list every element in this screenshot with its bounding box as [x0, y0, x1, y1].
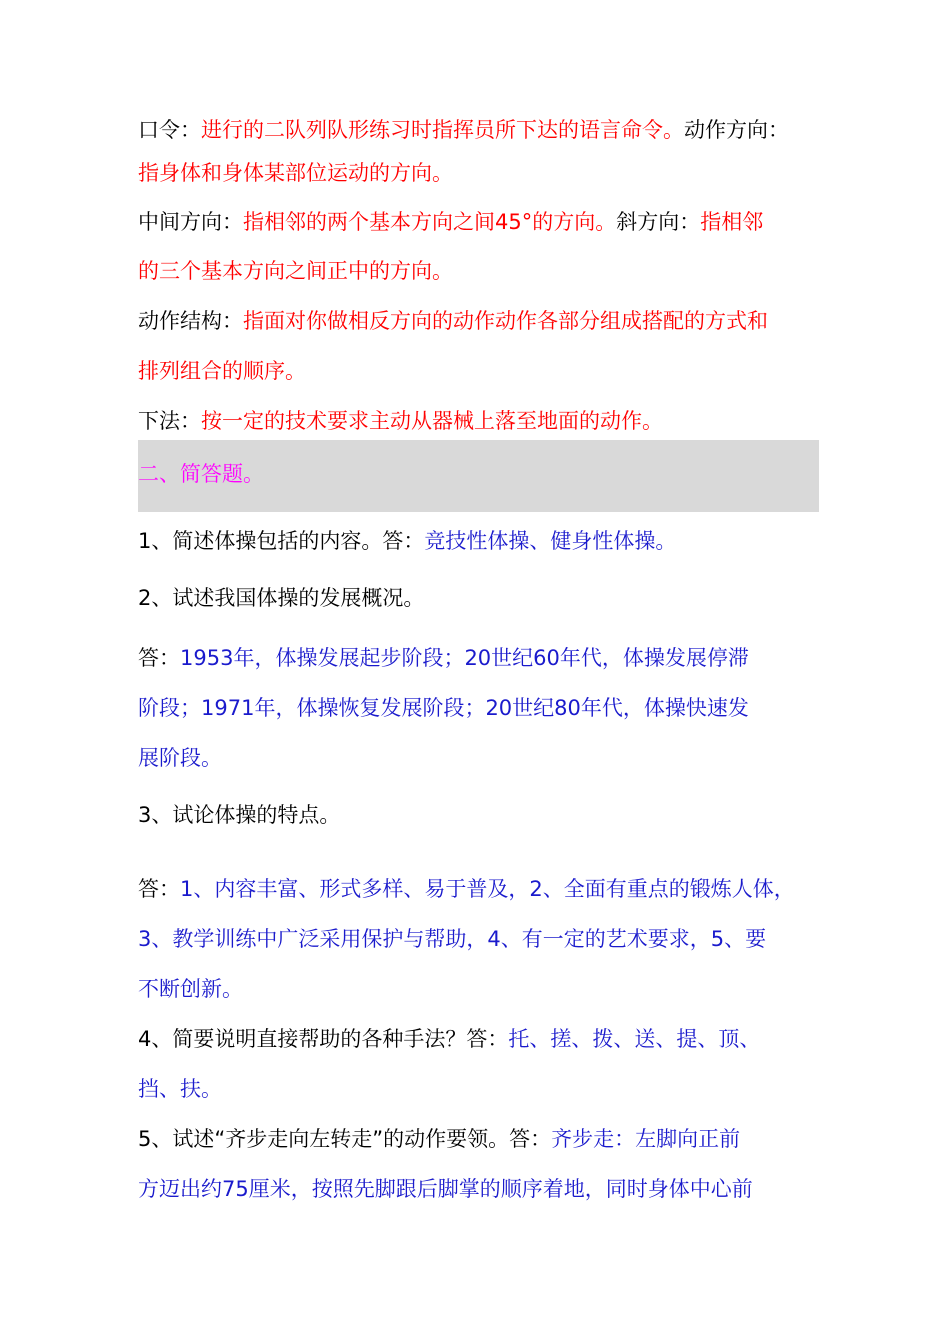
text-span: 指面对你做相反方向的动作动作各部分组成搭配的方式和 — [243, 309, 768, 333]
text-span: 竞技性体操、健身性体操。 — [424, 529, 677, 553]
answer-3-line2 — [138, 924, 766, 954]
answer-3-line1 — [138, 874, 795, 904]
text-span: 指相邻的两个基本方向之间45°的方向。 — [243, 210, 617, 234]
text-span: 3、试论体操的特点。 — [138, 803, 341, 827]
section-heading — [138, 459, 264, 489]
definition-direction-cont — [138, 158, 453, 188]
text-span: 2、试述我国体操的发展概况。 — [138, 586, 425, 610]
text-span: 中间方向： — [138, 210, 243, 234]
text-span: 不断创新。 — [138, 977, 243, 1001]
question-2 — [138, 583, 424, 613]
text-span: 挡、扶。 — [138, 1077, 222, 1101]
text-span: 进行的二队列队形练习时指挥员所下达的语言命令。 — [201, 118, 684, 142]
text-span: 阶段；1971年，体操恢复发展阶段；20世纪80年代，体操快速发 — [138, 696, 749, 720]
text-span: 按一定的技术要求主动从器械上落至地面的动作。 — [201, 409, 663, 433]
text-span: 5、试述“齐步走向左转走”的动作要领。答： — [138, 1127, 552, 1151]
text-span: 动作方向： — [684, 118, 789, 142]
definition-action-structure — [138, 306, 768, 336]
question-1 — [138, 526, 676, 556]
question-4 — [138, 1024, 760, 1054]
text-span: 排列组合的顺序。 — [138, 359, 306, 383]
answer-2-line2 — [138, 693, 749, 723]
text-span: 1、简述体操包括的内容。答： — [138, 529, 425, 553]
text-span: 4、简要说明直接帮助的各种手法？答： — [138, 1027, 509, 1051]
text-span: 展阶段。 — [138, 746, 222, 770]
text-span: 动作结构： — [138, 309, 243, 333]
text-span: 指身体和身体某部位运动的方向。 — [138, 161, 453, 185]
question-5 — [138, 1124, 740, 1154]
definition-oblique-cont — [138, 256, 453, 286]
definition-action-structure-cont — [138, 356, 306, 386]
answer-2-line1 — [138, 643, 749, 673]
text-span: 托、搓、拨、送、提、顶、 — [508, 1027, 761, 1051]
text-span: 1、内容丰富、形式多样、易于普及，2、全面有重点的锻炼人体， — [180, 877, 795, 901]
answer-5-cont — [138, 1174, 753, 1204]
definition-dismount — [138, 406, 663, 436]
text-span: 答： — [138, 646, 180, 670]
text-span: 答： — [138, 877, 180, 901]
text-span: 斜方向： — [616, 210, 701, 234]
text-span: 口令： — [138, 118, 201, 142]
definition-middle-direction — [138, 207, 763, 237]
text-span: 3、教学训练中广泛采用保护与帮助，4、有一定的艺术要求，5、要 — [138, 927, 767, 951]
text-span: 的三个基本方向之间正中的方向。 — [138, 259, 453, 283]
definition-kouling — [138, 115, 789, 145]
text-span: 方迈出约75厘米，按照先脚跟后脚掌的顺序着地，同时身体中心前 — [138, 1177, 753, 1201]
text-span: 指相邻 — [700, 210, 764, 234]
question-3 — [138, 800, 340, 830]
text-span: 1953年，体操发展起步阶段；20世纪60年代，体操发展停滞 — [180, 646, 749, 670]
text-span: 下法： — [138, 409, 201, 433]
text-span: 齐步走：左脚向正前 — [551, 1127, 741, 1151]
answer-2-line3 — [138, 743, 222, 773]
text-span: 二、简答题。 — [138, 462, 264, 486]
answer-3-line3 — [138, 974, 243, 1004]
answer-4-cont — [138, 1074, 222, 1104]
